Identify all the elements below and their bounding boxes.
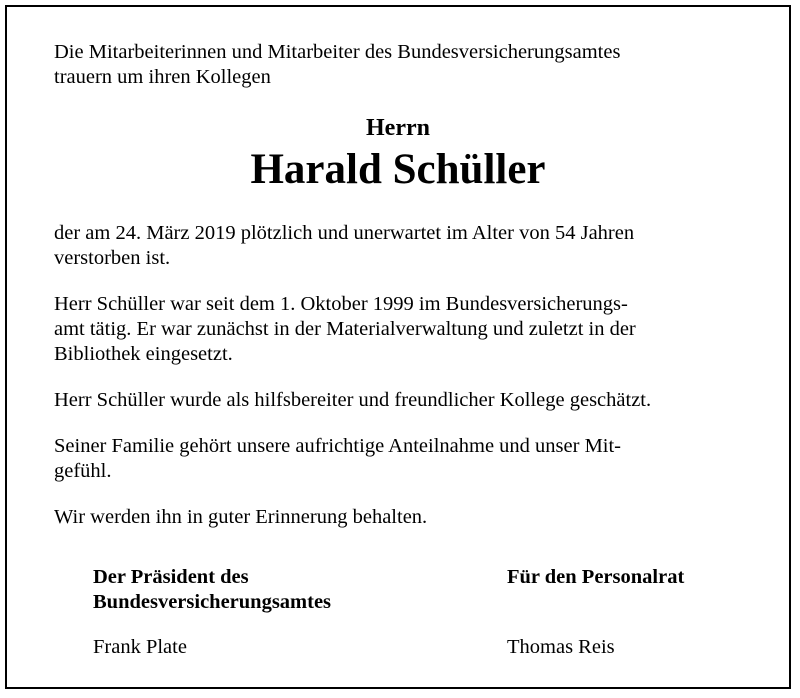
signature-block-staff-council — [507, 565, 767, 590]
paragraph-death-notice — [54, 221, 754, 271]
honorific: Herrn — [366, 115, 430, 141]
deceased-name: Harald Schüller — [250, 146, 546, 193]
text-line: amt tätig. Er war zunächst in der Materialverwaltung und zuletzt in der — [54, 318, 636, 340]
signature-title: Der Präsident des — [93, 566, 249, 588]
text-line: Herr Schüller war seit dem 1. Oktober 1999 im Bundesversicherungs- — [54, 293, 628, 315]
text-line: gefühl. — [54, 460, 112, 482]
text-line: Seiner Familie gehört unsere aufrichtige Anteilnahme und unser Mit- — [54, 435, 622, 457]
paragraph-appreciation — [54, 388, 754, 413]
signature-title: Für den Personalrat — [507, 566, 685, 588]
paragraph-remembrance — [54, 505, 754, 530]
signature-block-president — [93, 565, 473, 615]
paragraph-career — [54, 292, 754, 367]
text-line: Herr Schüller wurde als hilfsbereiter und freundlicher Kollege geschätzt. — [54, 389, 652, 411]
signature-title: Bundesversicherungsamtes — [93, 591, 332, 613]
text-line: Bibliothek eingesetzt. — [54, 343, 233, 365]
obituary-notice — [5, 5, 791, 689]
signatory-name: Thomas Reis — [507, 636, 615, 658]
intro-line: Die Mitarbeiterinnen und Mitarbeiter des Bundesversicherungsamtes — [54, 41, 621, 63]
text-line: verstorben ist. — [54, 247, 171, 269]
intro-line: trauern um ihren Kollegen — [54, 66, 271, 88]
paragraph-condolences — [54, 434, 754, 484]
text-line: der am 24. März 2019 plötzlich und unerwartet im Alter von 54 Jahren — [54, 222, 635, 244]
intro-text — [54, 40, 754, 90]
signatory-name: Frank Plate — [93, 636, 187, 658]
text-line: Wir werden ihn in guter Erinnerung behalten. — [54, 506, 428, 528]
